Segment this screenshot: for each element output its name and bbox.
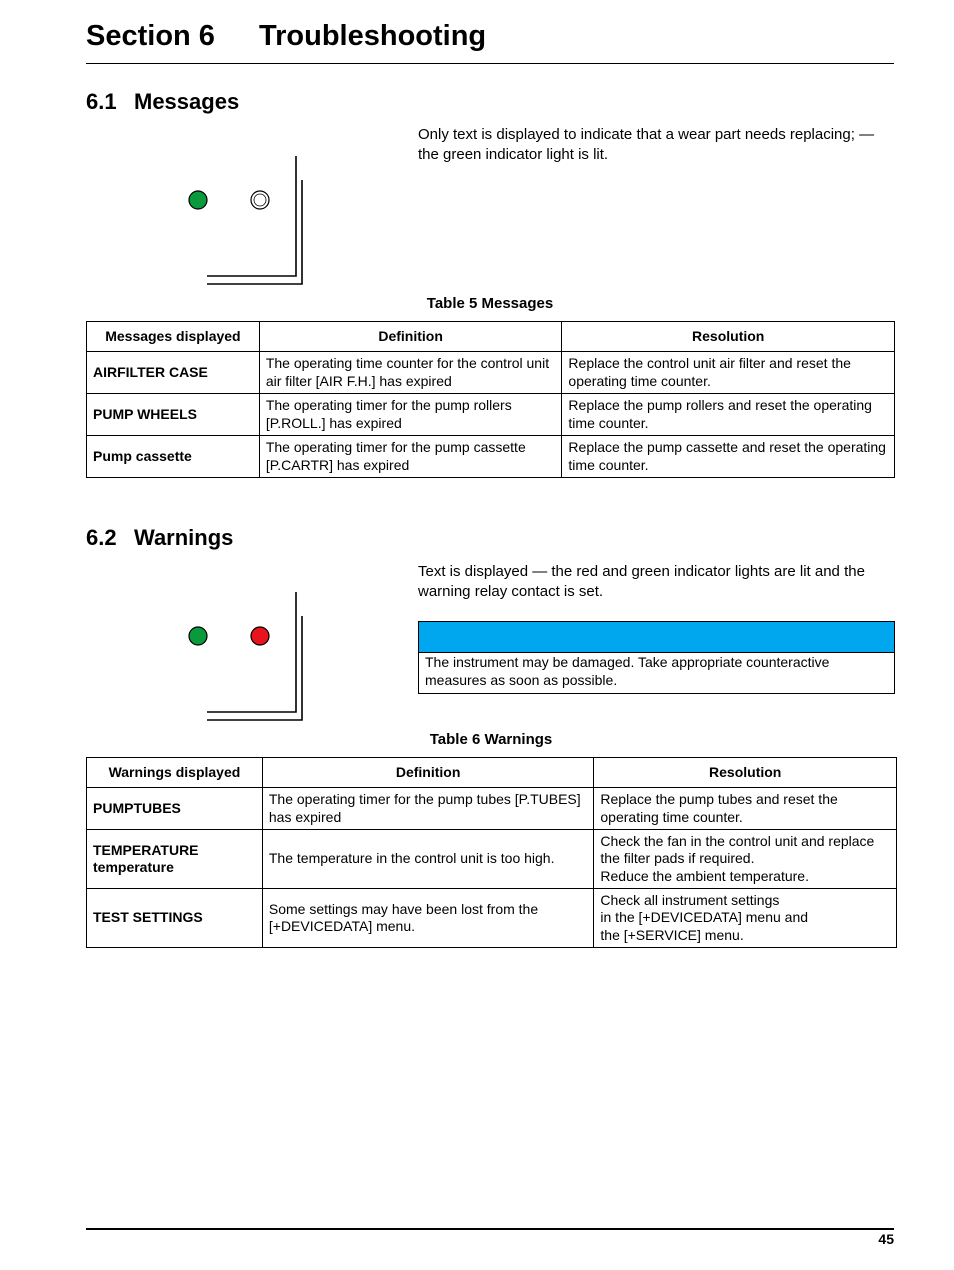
display-frame-inner xyxy=(207,156,296,276)
green-indicator-light xyxy=(189,191,207,209)
column-header: Resolution xyxy=(562,322,895,352)
warning-definition: The operating timer for the pump tubes [P.TUBES] has expired xyxy=(262,788,594,830)
footer-rule xyxy=(86,1228,894,1230)
messages-table xyxy=(86,321,895,478)
warnings-heading-title: Warnings xyxy=(134,525,234,550)
table-row xyxy=(87,889,897,948)
column-header: Resolution xyxy=(594,758,897,788)
column-header: Warnings displayed xyxy=(87,758,263,788)
table-row xyxy=(87,436,895,478)
messages-indicator-illustration xyxy=(180,150,310,290)
warning-resolution: Check the fan in the control unit and replace the filter pads if required. Reduce the ambient temperature. xyxy=(594,830,897,889)
warnings-table xyxy=(86,757,897,948)
warnings-heading-number: 6.2 xyxy=(86,525,117,550)
table-header-row xyxy=(87,758,897,788)
column-header: Definition xyxy=(262,758,594,788)
messages-heading xyxy=(86,89,239,115)
messages-intro: Only text is displayed to indicate that a wear part needs replacing; — the green indicator light is lit. xyxy=(418,126,875,163)
message-definition: The operating time counter for the control unit air filter [AIR F.H.] has expired xyxy=(259,352,562,394)
message-definition: The operating timer for the pump rollers [P.ROLL.] has expired xyxy=(259,394,562,436)
table-row xyxy=(87,352,895,394)
warning-name: TEMPERATURE temperature xyxy=(87,830,263,889)
message-resolution: Replace the pump cassette and reset the operating time counter. xyxy=(562,436,895,478)
warnings-intro: Text is displayed — the red and green indicator lights are lit and the warning relay contact is set. xyxy=(418,563,865,600)
message-resolution: Replace the control unit air filter and reset the operating time counter. xyxy=(562,352,895,394)
message-name: PUMP WHEELS xyxy=(87,394,260,436)
messages-table-caption: Table 5 Messages xyxy=(426,295,554,312)
message-name: AIRFILTER CASE xyxy=(87,352,260,394)
column-header: Messages displayed xyxy=(87,322,260,352)
warning-name: PUMPTUBES xyxy=(87,788,263,830)
warning-resolution: Check all instrument settings in the [+DEVICEDATA] menu and the [+SERVICE] menu. xyxy=(594,889,897,948)
messages-heading-number: 6.1 xyxy=(86,89,117,114)
column-header: Definition xyxy=(259,322,562,352)
messages-heading-title: Messages xyxy=(134,89,240,114)
green-indicator-light xyxy=(189,627,207,645)
warning-definition: The temperature in the control unit is too high. xyxy=(262,830,594,889)
message-name: Pump cassette xyxy=(87,436,260,478)
table-row xyxy=(87,830,897,889)
section-number: Section 6 xyxy=(86,20,215,52)
warnings-indicator-illustration xyxy=(180,586,310,726)
red-indicator-light xyxy=(251,627,269,645)
table-row xyxy=(87,788,897,830)
table-header-row xyxy=(87,322,895,352)
message-resolution: Replace the pump rollers and reset the operating time counter. xyxy=(562,394,895,436)
page-number: 45 xyxy=(878,1231,894,1247)
message-definition: The operating timer for the pump cassette [P.CARTR] has expired xyxy=(259,436,562,478)
table-row xyxy=(87,394,895,436)
notice-text: The instrument may be damaged. Take appropriate counteractive measures as soon as possible. xyxy=(425,654,830,688)
display-frame-inner xyxy=(207,592,296,712)
warnings-table-caption: Table 6 Warnings xyxy=(429,731,553,748)
warning-definition: Some settings may have been lost from the [+DEVICEDATA] menu. xyxy=(262,889,594,948)
warning-name: TEST SETTINGS xyxy=(87,889,263,948)
warning-resolution: Replace the pump tubes and reset the operating time counter. xyxy=(594,788,897,830)
warnings-heading xyxy=(86,525,233,551)
header-rule xyxy=(86,63,894,64)
notice-header-bar xyxy=(419,622,894,653)
section-title: Troubleshooting xyxy=(259,20,487,52)
notice-box xyxy=(418,621,895,694)
